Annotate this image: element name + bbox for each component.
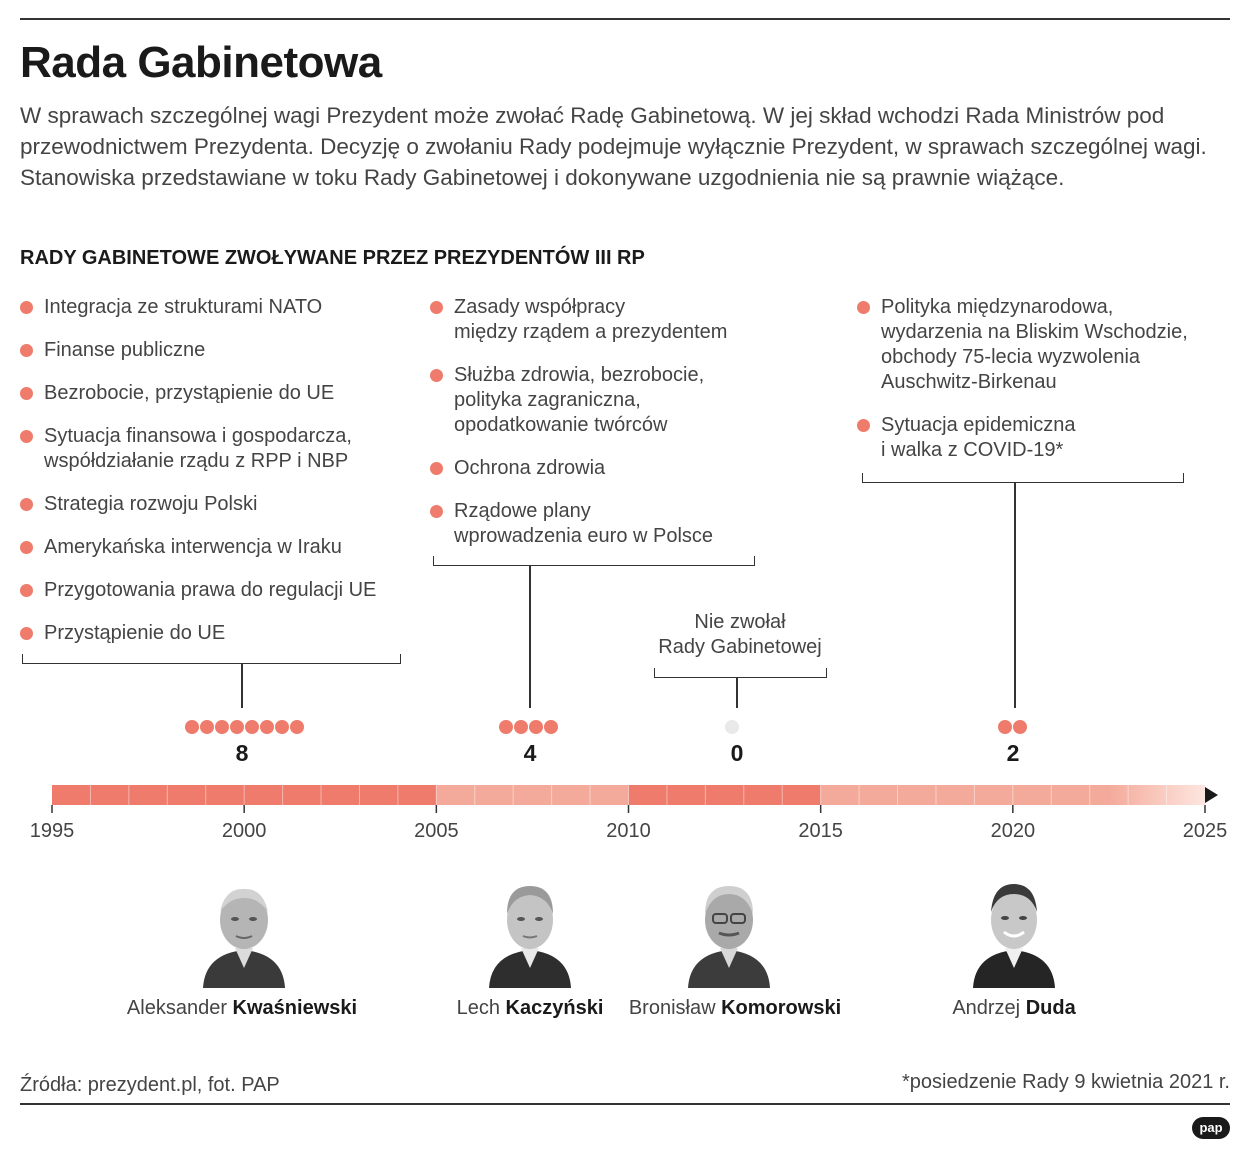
pap-logo: pap <box>1192 1117 1230 1139</box>
bullet-dot <box>857 301 870 314</box>
bullet-dot <box>20 301 33 314</box>
topic-label: Bezrobocie, przystąpienie do UE <box>44 382 335 404</box>
no-council-note: Nie zwołał Rady Gabinetowej <box>658 611 822 658</box>
bullet-dot <box>20 387 33 400</box>
topic-item <box>20 295 420 320</box>
portrait-kwasniewski <box>201 862 287 988</box>
bullet-dot <box>20 344 33 357</box>
council-dots-kaczynski <box>499 720 558 734</box>
bullet-dot <box>20 584 33 597</box>
axis-tick-label: 1995 <box>29 820 75 842</box>
council-dot <box>514 720 528 734</box>
topic-item <box>20 424 420 474</box>
stem-duda <box>1014 483 1016 708</box>
timeline-arrow <box>1205 787 1218 803</box>
topics-kwasniewski <box>20 295 420 664</box>
council-dot <box>200 720 214 734</box>
council-dot <box>998 720 1012 734</box>
bullet-dot <box>430 462 443 475</box>
topic-item <box>20 578 420 603</box>
council-dot <box>230 720 244 734</box>
timeline-axis <box>0 770 1250 850</box>
topic-label: Zasady współpracy między rządem a prezydentem <box>454 296 728 343</box>
bullet-dot <box>430 505 443 518</box>
portrait-duda <box>971 862 1057 988</box>
axis-tick-label: 2020 <box>990 820 1036 842</box>
name-kwasniewski: Aleksander Kwaśniewski <box>126 997 358 1019</box>
portrait-kaczynski <box>487 862 573 988</box>
term-bar-kaczyński <box>436 785 628 805</box>
brace-kwasniewski <box>22 654 401 664</box>
footnote-text: *posiedzenie Rady 9 kwietnia 2021 r. <box>902 1071 1230 1093</box>
count-kwasniewski: 8 <box>235 740 249 766</box>
bullet-dot <box>20 541 33 554</box>
top-rule <box>20 18 1230 20</box>
count-kaczynski: 4 <box>523 740 537 766</box>
topic-label: Służba zdrowia, bezrobocie, polityka zagraniczna, opodatkowanie twórców <box>454 364 705 436</box>
council-dots-duda <box>998 720 1027 734</box>
topic-label: Polityka międzynarodowa, wydarzenia na Bliskim Wschodzie, obchody 75-lecia wyzwolenia Auschwitz-Birkenau <box>881 296 1188 393</box>
council-dot <box>544 720 558 734</box>
topic-item <box>857 413 1227 463</box>
topic-label: Integracja ze strukturami NATO <box>44 296 323 318</box>
term-bar-komorowski <box>629 785 821 805</box>
council-dot <box>290 720 304 734</box>
page-title: Rada Gabinetowa <box>20 38 382 87</box>
empty-council-dot <box>725 720 739 734</box>
axis-tick-label: 2000 <box>221 820 267 842</box>
bullet-dot <box>857 419 870 432</box>
bullet-dot <box>20 627 33 640</box>
portrait-komorowski <box>686 862 772 988</box>
council-dot <box>1013 720 1027 734</box>
brace-duda <box>862 473 1184 483</box>
topic-label: Przygotowania prawa do regulacji UE <box>44 579 377 601</box>
bullet-dot <box>20 430 33 443</box>
axis-tick-label: 2015 <box>798 820 843 842</box>
council-dot <box>260 720 274 734</box>
topic-label: Amerykańska interwencja w Iraku <box>44 536 342 558</box>
topic-label: Przystąpienie do UE <box>44 622 226 644</box>
topic-item <box>430 295 770 345</box>
stem-komorowski <box>736 678 738 708</box>
name-kaczynski: Lech Kaczyński <box>456 997 604 1019</box>
topic-item <box>430 363 770 438</box>
bullet-dot <box>20 498 33 511</box>
stem-kaczynski <box>529 566 531 708</box>
topic-item <box>857 295 1227 395</box>
count-duda: 2 <box>1006 740 1020 766</box>
topic-item <box>430 499 770 549</box>
council-dot <box>499 720 513 734</box>
topic-label: Rządowe plany wprowadzenia euro w Polsce <box>454 500 714 547</box>
topic-item <box>20 535 420 560</box>
source-text: Źródła: prezydent.pl, fot. PAP <box>20 1074 280 1096</box>
bullet-dot <box>430 301 443 314</box>
topic-item <box>430 456 770 481</box>
bottom-rule <box>20 1103 1230 1105</box>
name-komorowski: Bronisław Komorowski <box>628 997 842 1019</box>
topic-item <box>20 492 420 517</box>
topic-label: Strategia rozwoju Polski <box>44 493 258 515</box>
brace-komorowski <box>654 668 827 678</box>
topic-label: Sytuacja epidemiczna i walka z COVID-19* <box>881 414 1076 461</box>
council-dot <box>185 720 199 734</box>
intro-text: W sprawach szczególnej wagi Prezydent może zwołać Radę Gabinetową. W jej skład wchodzi Rada Ministrów pod przewodnictwem Prezydenta. Decyzję o zwołaniu Rady podejmuje wyłącznie Prezydent, w sprawach szczególnej wagi. Stanowiska przedstawiane w toku Rady Gabinetowej i dokonywane uzgodnienia nie są prawnie wiążące. <box>20 103 1207 190</box>
count-komorowski: 0 <box>730 740 744 766</box>
topic-item <box>20 338 420 363</box>
name-duda: Andrzej Duda <box>952 997 1076 1019</box>
topic-label: Sytuacja finansowa i gospodarcza, współdziałanie rządu z RPP i NBP <box>44 425 352 472</box>
axis-tick-label: 2010 <box>606 820 651 842</box>
section-subtitle: RADY GABINETOWE ZWOŁYWANE PRZEZ PREZYDENTÓW III RP <box>20 247 645 269</box>
council-dot <box>529 720 543 734</box>
stem-kwasniewski <box>241 664 243 708</box>
council-dots-komorowski <box>725 720 739 734</box>
council-dot <box>275 720 289 734</box>
brace-kaczynski <box>433 556 755 566</box>
council-dot <box>245 720 259 734</box>
council-dots-kwasniewski <box>185 720 304 734</box>
topics-kaczynski <box>430 295 770 567</box>
topics-duda <box>857 295 1227 481</box>
topic-label: Finanse publiczne <box>44 339 206 361</box>
axis-tick-label: 2005 <box>414 820 459 842</box>
topic-item <box>20 621 420 646</box>
axis-tick-label: 2025 <box>1182 820 1228 842</box>
bullet-dot <box>430 369 443 382</box>
topic-label: Ochrona zdrowia <box>454 457 606 479</box>
council-dot <box>215 720 229 734</box>
topic-item <box>20 381 420 406</box>
